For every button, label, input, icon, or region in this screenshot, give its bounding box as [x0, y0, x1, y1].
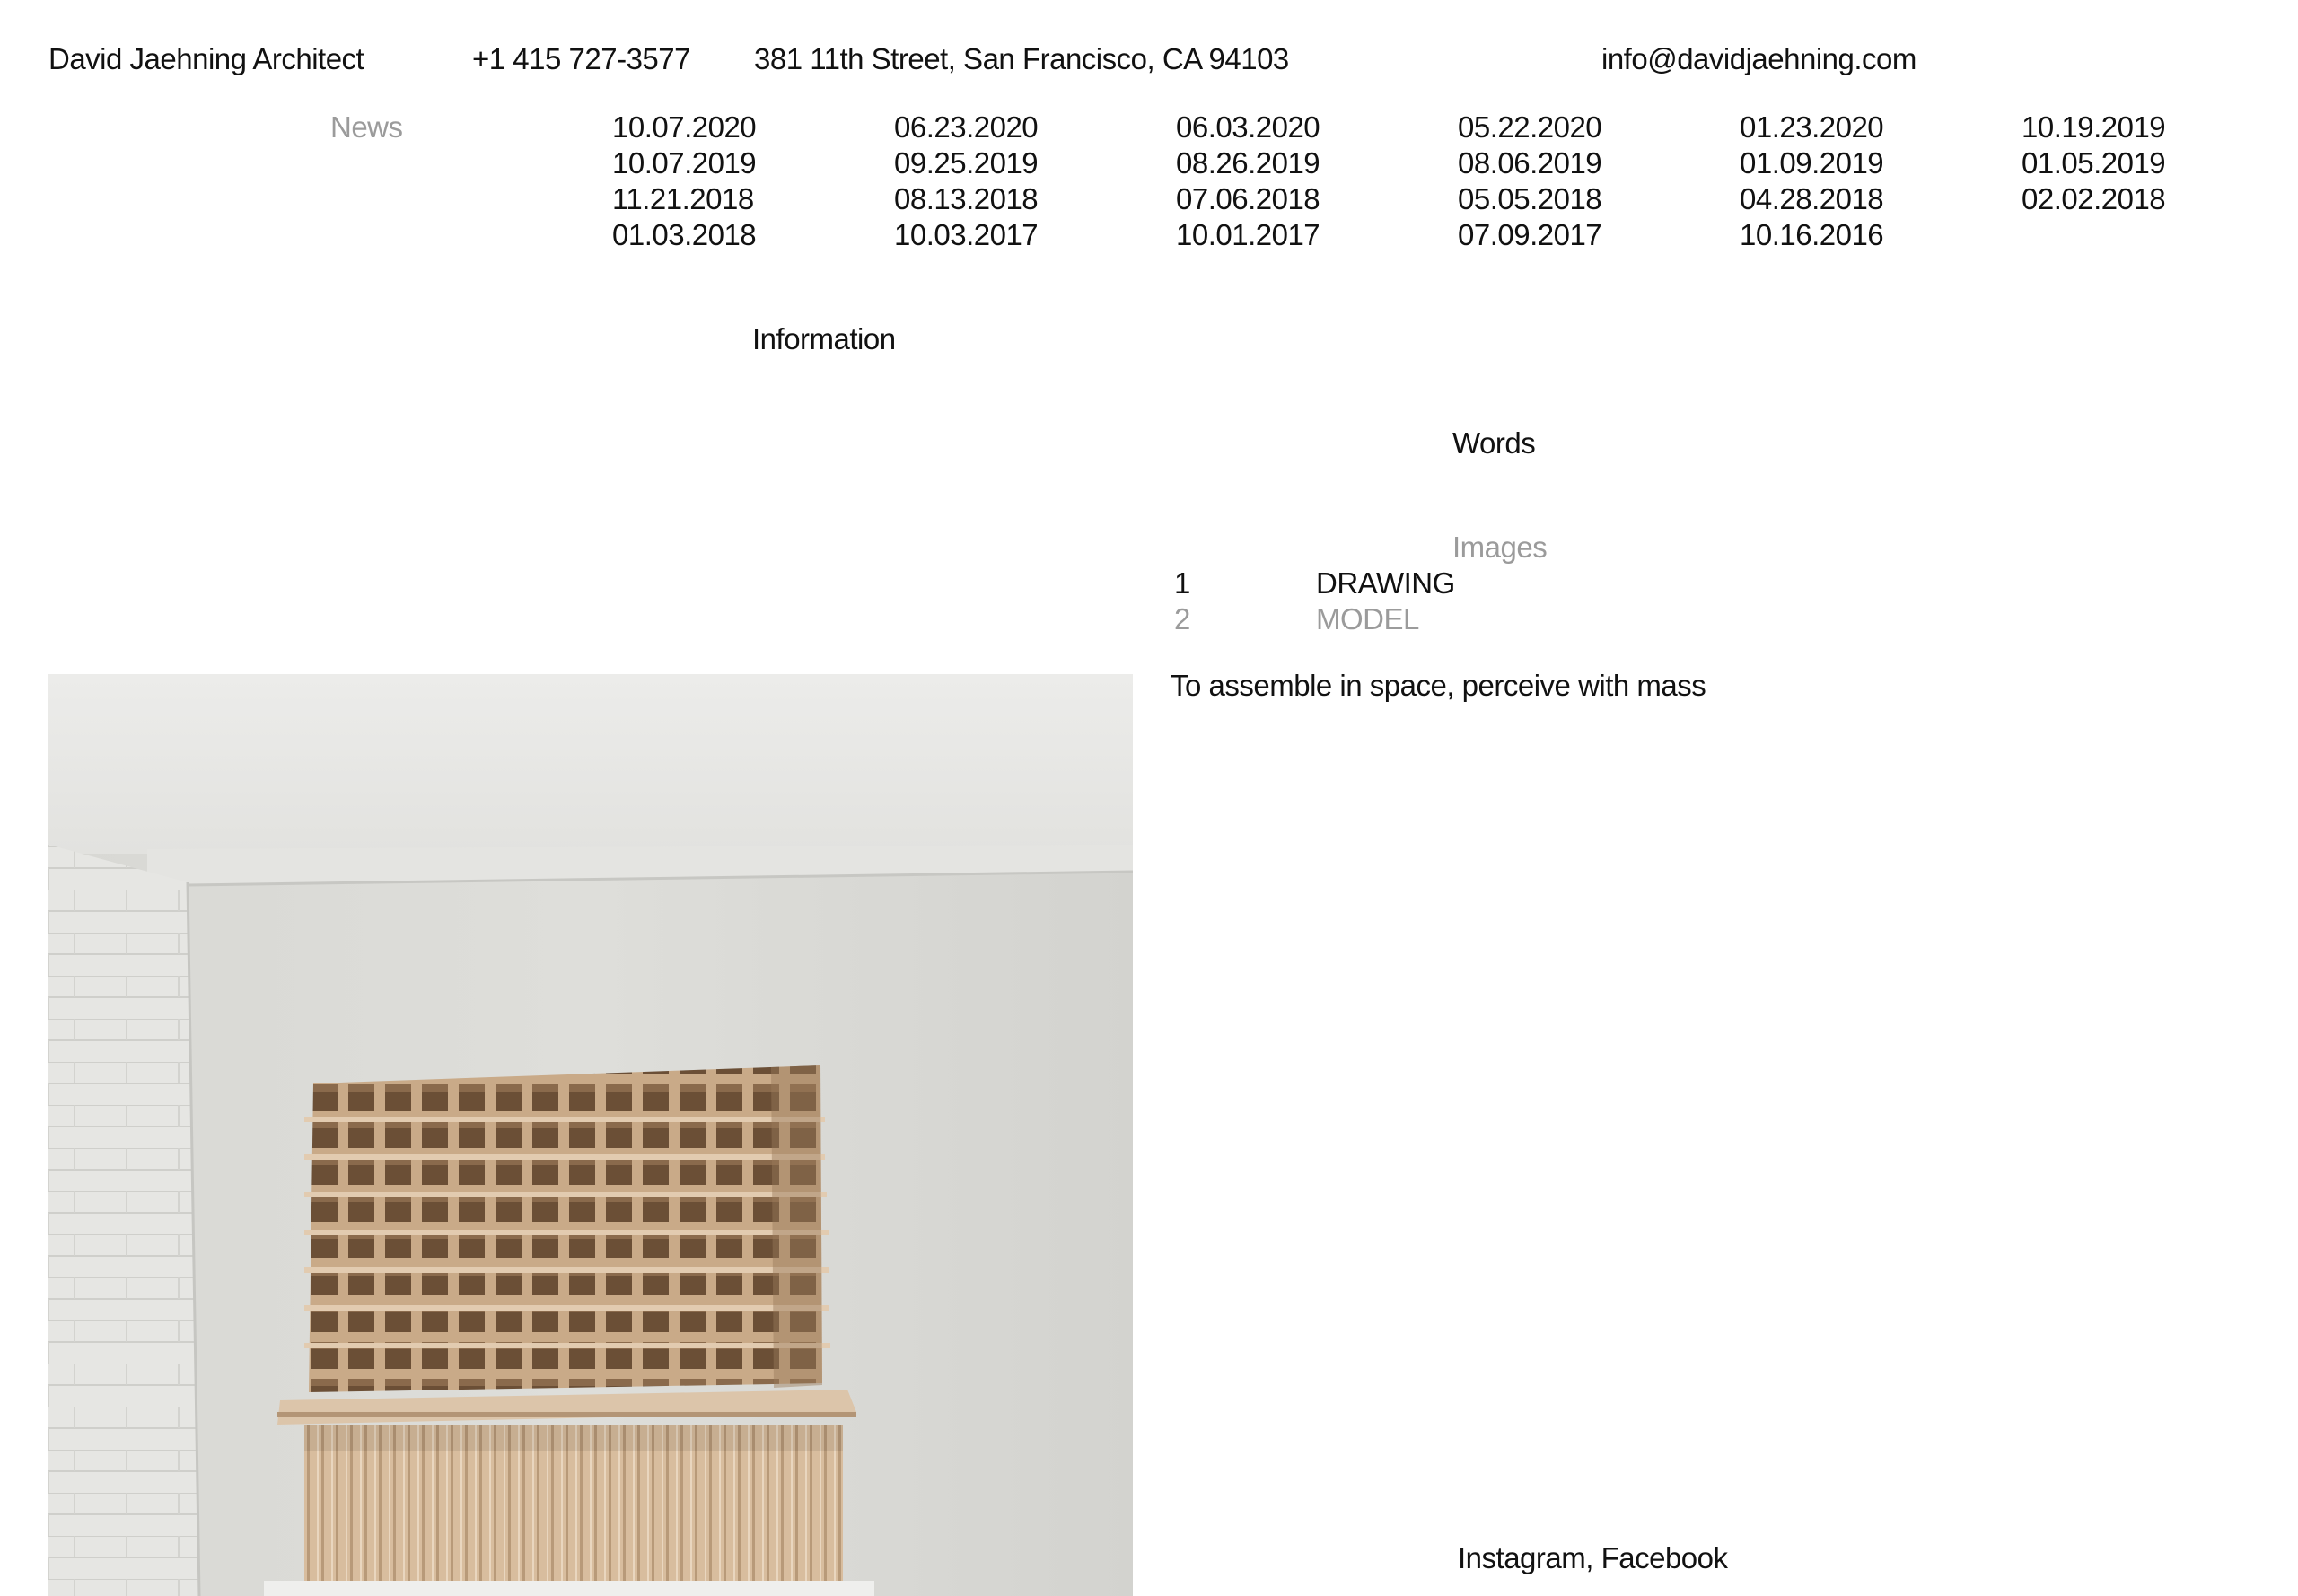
news-date[interactable]: 06.23.2020 — [894, 110, 1039, 144]
news-date[interactable]: 06.03.2020 — [1176, 110, 1320, 144]
news-date[interactable]: 01.03.2018 — [612, 218, 757, 251]
address: 381 11th Street, San Francisco, CA 94103 — [754, 42, 1289, 75]
news-date[interactable]: 11.21.2018 — [612, 182, 754, 215]
instagram-link[interactable]: Instagram — [1458, 1541, 1586, 1574]
image-item-1-number[interactable]: 1 — [1174, 566, 1190, 600]
news-date[interactable]: 10.01.2017 — [1176, 218, 1320, 251]
facebook-link[interactable]: Facebook — [1601, 1541, 1728, 1574]
news-column-3 — [1176, 110, 1320, 253]
news-date[interactable]: 02.02.2018 — [2022, 182, 2166, 215]
news-column-2 — [894, 110, 1038, 253]
news-column-4 — [1458, 110, 1601, 253]
news-date[interactable]: 08.26.2019 — [1176, 146, 1320, 180]
project-photo — [48, 674, 1133, 1596]
news-date[interactable]: 10.03.2017 — [894, 218, 1039, 251]
image-item-2-number[interactable]: 2 — [1174, 602, 1190, 636]
news-date[interactable]: 05.22.2020 — [1458, 110, 1602, 144]
news-date[interactable]: 10.07.2020 — [612, 110, 757, 144]
site-title[interactable]: David Jaehning Architect — [48, 42, 364, 75]
nav-news[interactable]: News — [330, 110, 403, 144]
nav-images[interactable]: Images — [1452, 531, 1548, 564]
news-date[interactable]: 07.09.2017 — [1458, 218, 1602, 251]
news-date[interactable]: 10.19.2019 — [2022, 110, 2166, 144]
wood-model-photo — [48, 674, 1133, 1596]
news-date[interactable]: 05.05.2018 — [1458, 182, 1602, 215]
news-column-1 — [612, 110, 756, 253]
nav-words[interactable]: Words — [1452, 426, 1536, 460]
image-caption: To assemble in space, perceive with mass — [1171, 669, 1706, 702]
news-column-6 — [2022, 110, 2165, 217]
news-date[interactable]: 07.06.2018 — [1176, 182, 1320, 215]
image-item-drawing[interactable]: DRAWING — [1316, 566, 1455, 600]
news-date[interactable]: 08.06.2019 — [1458, 146, 1602, 180]
phone-number[interactable]: +1 415 727-3577 — [472, 42, 690, 75]
news-date[interactable]: 04.28.2018 — [1740, 182, 1884, 215]
email-link[interactable]: info@davidjaehning.com — [1601, 42, 1916, 75]
nav-information[interactable]: Information — [752, 322, 896, 355]
news-date[interactable]: 01.05.2019 — [2022, 146, 2166, 180]
social-links — [1458, 1540, 1728, 1576]
news-date[interactable]: 08.13.2018 — [894, 182, 1039, 215]
social-separator: , — [1585, 1541, 1601, 1574]
image-item-model[interactable]: MODEL — [1316, 602, 1419, 636]
news-date[interactable]: 09.25.2019 — [894, 146, 1039, 180]
news-date[interactable]: 10.16.2016 — [1740, 218, 1884, 251]
news-date[interactable]: 10.07.2019 — [612, 146, 757, 180]
news-column-5 — [1740, 110, 1883, 253]
news-date[interactable]: 01.23.2020 — [1740, 110, 1884, 144]
news-date[interactable]: 01.09.2019 — [1740, 146, 1884, 180]
